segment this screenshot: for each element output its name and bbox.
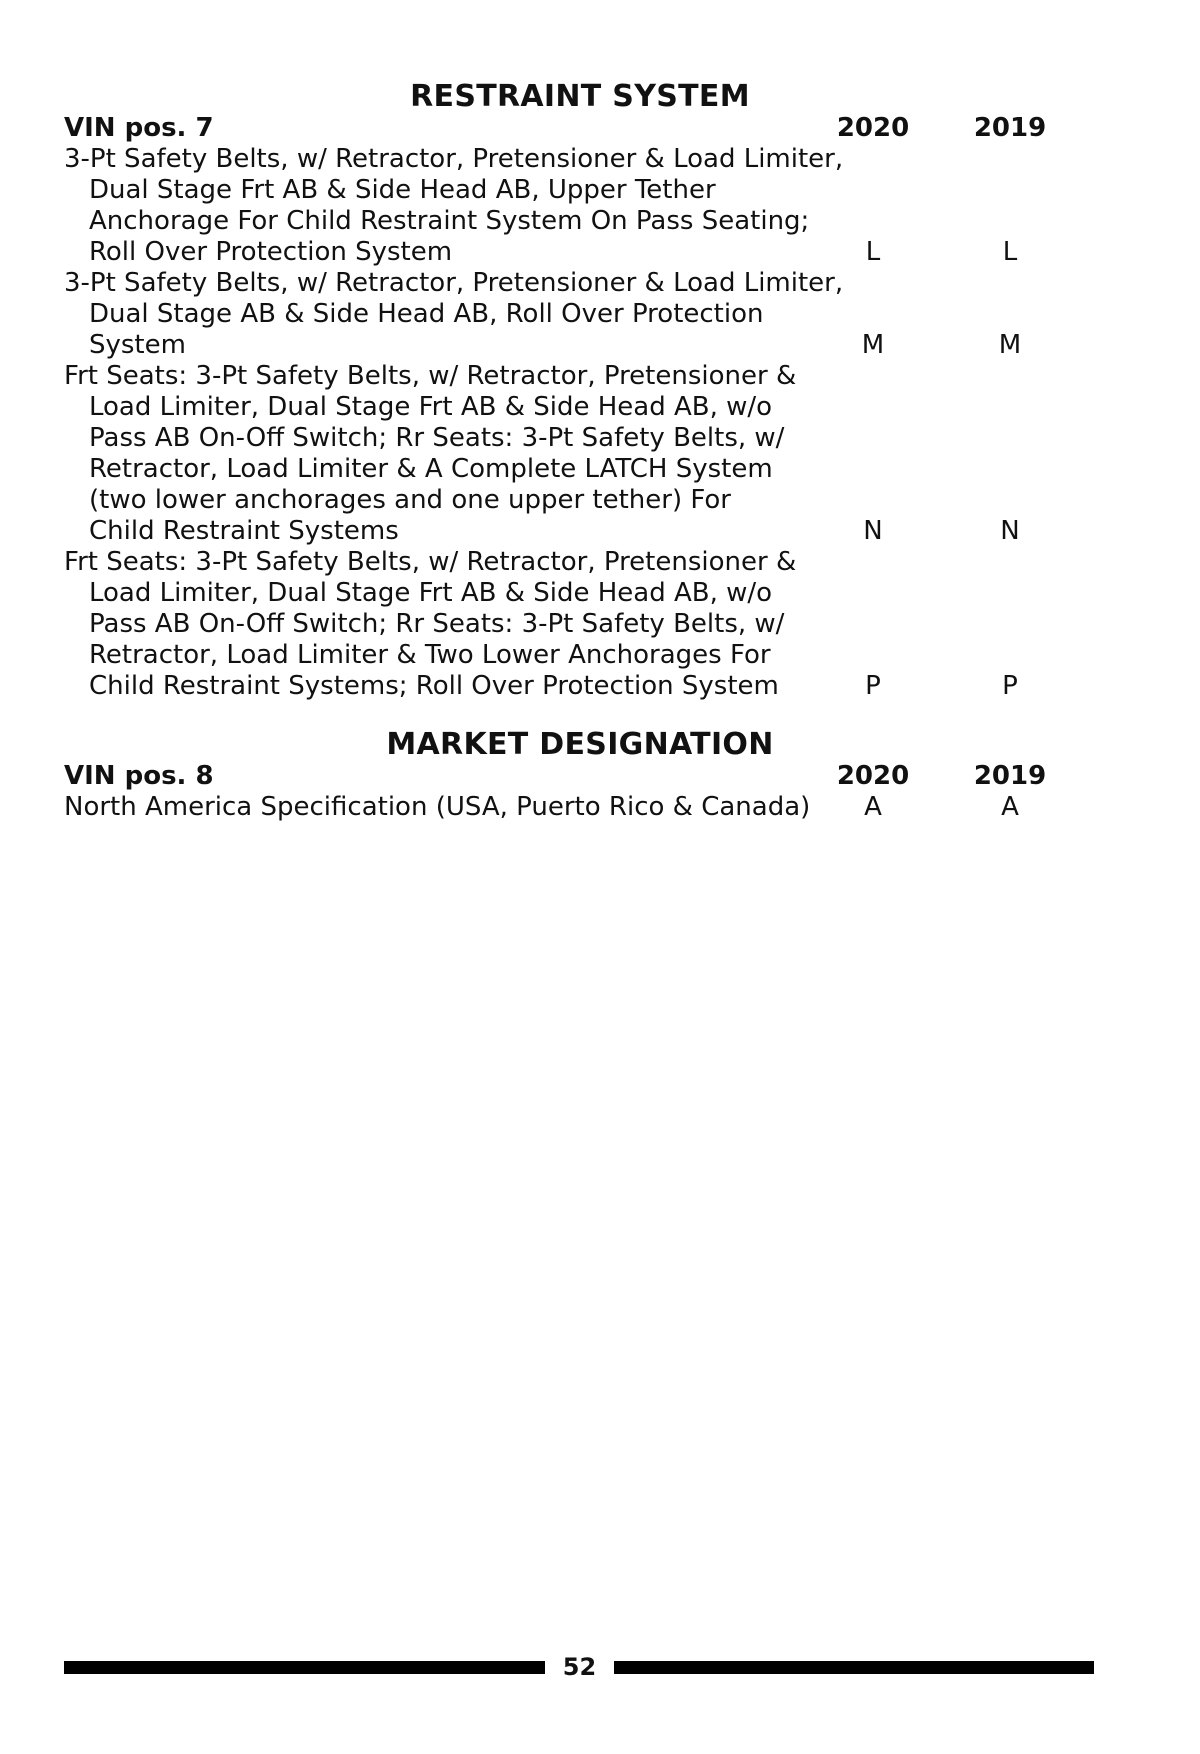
vin-code-2019: M [998, 330, 1022, 360]
description-line: Load Limiter, Dual Stage Frt AB & Side Head AB, w/o [89, 392, 773, 422]
description-line: Child Restraint Systems [89, 516, 399, 546]
description-line: 3-Pt Safety Belts, w/ Retractor, Pretensioner & Load Limiter, [64, 144, 844, 174]
description-line: Dual Stage Frt AB & Side Head AB, Upper Tether [89, 175, 716, 205]
vin-code-2020: N [863, 516, 883, 546]
description-line: Child Restraint Systems; Roll Over Protection System [89, 671, 779, 701]
row-description [64, 361, 797, 547]
vin-code-2019: A [1001, 792, 1019, 822]
description-line: System [89, 330, 186, 360]
year-column-header: 2019 [973, 761, 1047, 791]
description-line: (two lower anchorages and one upper tether) For [89, 485, 731, 515]
description-line: Retractor, Load Limiter & A Complete LATCH System [89, 454, 773, 484]
vin-position-label: VIN pos. 8 [64, 761, 214, 791]
page-number: 52 [562, 1653, 597, 1681]
footer-rule-right [614, 1661, 1094, 1674]
description-line: Frt Seats: 3-Pt Safety Belts, w/ Retractor, Pretensioner & [64, 361, 797, 391]
description-line: Pass AB On-Off Switch; Rr Seats: 3-Pt Safety Belts, w/ [89, 609, 785, 639]
row-description [64, 268, 844, 361]
row-description [64, 547, 797, 702]
description-line: 3-Pt Safety Belts, w/ Retractor, Pretensioner & Load Limiter, [64, 268, 844, 298]
vin-position-label: VIN pos. 7 [64, 113, 214, 143]
description-line: Frt Seats: 3-Pt Safety Belts, w/ Retractor, Pretensioner & [64, 547, 797, 577]
footer-rule-left [64, 1661, 545, 1674]
vin-code-2020: M [861, 330, 885, 360]
description-line: Retractor, Load Limiter & Two Lower Anchorages For [89, 640, 771, 670]
vin-code-2019: N [1000, 516, 1020, 546]
year-column-header: 2020 [836, 761, 910, 791]
year-column-header: 2019 [973, 113, 1047, 143]
vin-code-2020: P [865, 671, 881, 701]
section-title: RESTRAINT SYSTEM [410, 79, 750, 114]
row-description [64, 792, 811, 823]
vin-code-2020: L [865, 237, 881, 267]
description-line: Dual Stage AB & Side Head AB, Roll Over Protection [89, 299, 764, 329]
description-line: Roll Over Protection System [89, 237, 453, 267]
year-column-header: 2020 [836, 113, 910, 143]
vin-code-2019: P [1002, 671, 1018, 701]
description-line: Load Limiter, Dual Stage Frt AB & Side Head AB, w/o [89, 578, 773, 608]
section-title: MARKET DESIGNATION [386, 727, 774, 762]
vin-code-2020: A [864, 792, 882, 822]
vin-code-2019: L [1002, 237, 1018, 267]
description-line: Anchorage For Child Restraint System On Pass Seating; [89, 206, 810, 236]
description-line: Pass AB On-Off Switch; Rr Seats: 3-Pt Safety Belts, w/ [89, 423, 785, 453]
description-line: North America Specification (USA, Puerto Rico & Canada) [64, 792, 811, 822]
row-description [64, 144, 844, 268]
